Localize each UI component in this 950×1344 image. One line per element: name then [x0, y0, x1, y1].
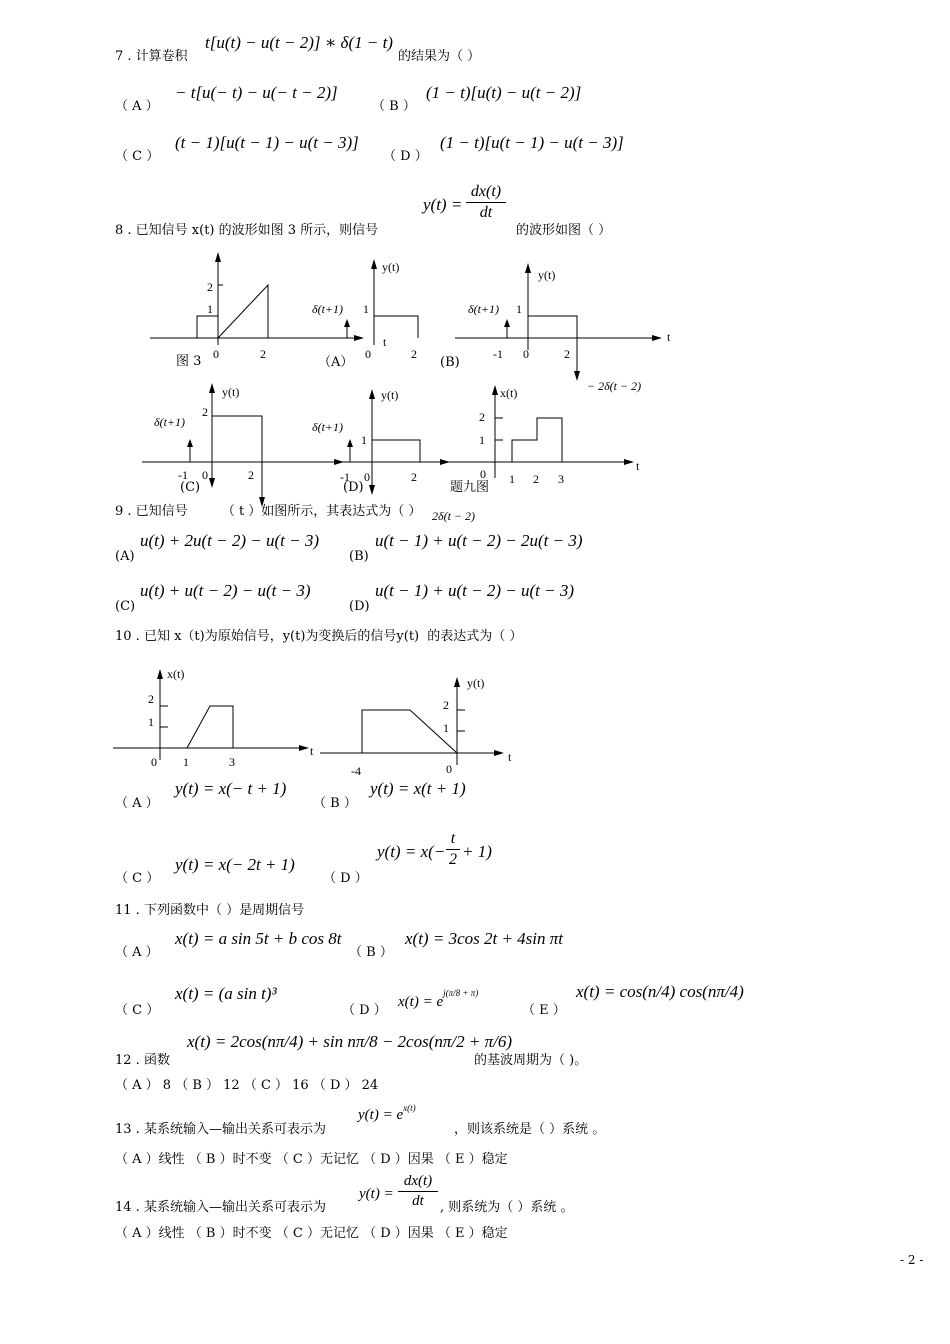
q11-d-sup: j(π/8 + π) — [443, 988, 479, 998]
q12-suffix: 的基波周期为（ )。 — [474, 1053, 588, 1068]
fig9-label: 题九图 — [450, 480, 490, 495]
q7-expression: t[u(t) − u(t − 2)] ∗ δ(1 − t) — [205, 33, 393, 52]
plot-a-tick-2: 2 — [411, 347, 417, 361]
q13-options: （ A ）线性 （ B ）时不变 （ C ）无记忆 （ D ）因果 （ E ）稳定 — [115, 1152, 508, 1167]
q11-option-a: x(t) = a sin 5t + b cos 8t — [175, 929, 342, 948]
plot-d-ylabel: y(t) — [381, 388, 399, 402]
q9-option-a: u(t) + 2u(t − 2) − u(t − 3) — [140, 531, 320, 550]
q10-option-b-label: （ B ） — [313, 796, 357, 811]
plot-b-tick-m1: -1 — [493, 347, 503, 361]
q10-yt: y(t) — [396, 629, 420, 644]
q9-mid: （ t ）如图所示，其表达式为（ ） — [221, 504, 422, 519]
q13-prompt: 13 . 某系统输入—输出关系可表示为 — [115, 1122, 326, 1137]
plot-b-delta: δ(t+1) — [468, 302, 500, 316]
plot-b-tick-0: 0 — [523, 347, 529, 361]
q11-option-e: x(t) = cos(n/4) cos(nπ/4) — [576, 982, 744, 1001]
q10-y-ylabel: y(t) — [467, 676, 485, 690]
q10-option-b: y(t) = x(t + 1) — [370, 779, 466, 798]
q10-option-c-label: （ C ） — [115, 871, 160, 886]
q11-d-base: x(t) = e — [398, 994, 444, 1010]
plot-c-label: (C) — [180, 480, 201, 495]
plot-a-tick-0: 0 — [365, 347, 371, 361]
q10-y-plot — [320, 677, 504, 765]
q14-fraction — [398, 1174, 438, 1209]
q10-option-d-rhs: + 1) — [462, 842, 492, 861]
q7-option-a-label: （ A ） — [115, 99, 159, 114]
q8-suffix: 的波形如图（ ） — [516, 223, 612, 238]
q14-numerator: dx(t) — [403, 1173, 433, 1189]
q11-option-c: x(t) = (a sin t)³ — [175, 984, 277, 1003]
fig9-ylabel: x(t) — [500, 386, 518, 400]
q10-option-a: y(t) = x(− t + 1) — [175, 779, 287, 798]
q10-x-tick-1x: 1 — [183, 755, 189, 769]
q7-option-d: (1 − t)[u(t − 1) − u(t − 3)] — [440, 133, 624, 152]
q12-options: （ A ） 8 （ B ） 12 （ C ） 16 （ D ） 24 — [115, 1078, 379, 1093]
q14-prompt: 14 . 某系统输入—输出关系可表示为 — [115, 1200, 326, 1215]
q13-expression — [358, 1104, 416, 1123]
q10-x-tick-1: 1 — [148, 715, 154, 729]
q10-prefix: 10 . 已知 x（t)为原始信号，y(t)为变换后的信号 — [115, 629, 397, 644]
q9-option-c: u(t) + u(t − 2) − u(t − 3) — [140, 581, 311, 600]
q10-option-a-label: （ A ） — [115, 796, 159, 811]
plot-c-ylabel: y(t) — [222, 385, 240, 399]
plot-d-delta-2: 2δ(t − 2) — [432, 509, 476, 523]
q8-denominator: dt — [479, 204, 493, 221]
fig9-t: t — [636, 459, 640, 473]
q10-option-d-frac — [446, 831, 460, 868]
q14-expr-lhs: y(t) = — [359, 1186, 394, 1202]
q10-d-num: t — [450, 830, 456, 847]
q7-option-c-label: （ C ） — [115, 149, 160, 164]
plot-a-delta: δ(t+1) — [312, 302, 344, 316]
q14-options: （ A ）线性 （ B ）时不变 （ C ）无记忆 （ D ）因果 （ E ）稳定 — [115, 1226, 508, 1241]
q8-numerator: dx(t) — [470, 183, 502, 200]
q9-prefix: 9 . 已知信号 — [115, 504, 188, 519]
q11-option-b: x(t) = 3cos 2t + 4sin πt — [405, 929, 563, 948]
plot-b-tick-1: 1 — [516, 302, 522, 316]
q7-option-a: − t[u(− t) − u(− t − 2)] — [175, 83, 338, 102]
q7-prompt: 7 . 计算卷积 — [115, 49, 188, 64]
plot-d-label: (D) — [343, 480, 364, 495]
plot-c-tick-2: 2 — [202, 405, 208, 419]
plot-b-delta-neg: − 2δ(t − 2) — [587, 379, 642, 393]
q13-suffix: ，则该系统是（ ）系统 。 — [454, 1122, 606, 1137]
q10-y-tick-0: 0 — [446, 762, 452, 776]
q8-expr-lhs: y(t) = — [423, 195, 463, 214]
plot-a-t: t — [383, 335, 387, 349]
page-number: - 2 - — [900, 1253, 924, 1267]
fig3-tick-1: 1 — [207, 302, 213, 316]
plot-b-tick-2: 2 — [564, 347, 570, 361]
q11-option-a-label: （ A ） — [115, 945, 159, 960]
q11-option-d-label: （ D ） — [342, 1003, 387, 1018]
q10-y-tick-2: 2 — [443, 698, 449, 712]
q10-suffix: 的表达式为（ ） — [427, 629, 523, 644]
fig9-tick-3x: 3 — [558, 472, 564, 486]
plot-d-delta: δ(t+1) — [312, 420, 344, 434]
q11-prompt: 11 . 下列函数中（ ）是周期信号 — [115, 903, 305, 918]
fig9-tick-2: 2 — [479, 410, 485, 424]
q7-suffix: 的结果为（ ） — [398, 49, 481, 64]
q13-base: y(t) = e — [358, 1107, 404, 1123]
q11-option-b-label: （ B ） — [349, 945, 393, 960]
q9-option-b: u(t − 1) + u(t − 2) − 2u(t − 3) — [375, 531, 583, 550]
q11-option-c-label: （ C ） — [115, 1003, 160, 1018]
fig9-tick-0: 0 — [480, 467, 486, 481]
q10-y-tick-1: 1 — [443, 721, 449, 735]
q8-prompt: 8 . 已知信号 x(t) 的波形如图 3 所示，则信号 — [115, 223, 379, 238]
q9-option-a-label: (A) — [115, 549, 135, 564]
q10-x-ylabel: x(t) — [167, 667, 185, 681]
q10-x-tick-0: 0 — [151, 755, 157, 769]
q10-option-d-label: （ D ） — [323, 871, 368, 886]
plot-b-label: (B) — [440, 355, 460, 370]
plot-b-t: t — [667, 330, 671, 344]
q7-option-c: (t − 1)[u(t − 1) − u(t − 3)] — [175, 133, 359, 152]
fig9-tick-1x: 1 — [509, 472, 515, 486]
plot-d-tick-2: 2 — [411, 470, 417, 484]
plot-c-tick-m1: -1 — [178, 468, 188, 482]
plot-a-label: （A） — [318, 355, 354, 370]
q10-y-t: t — [508, 750, 512, 764]
q13-sup: x(t) — [403, 1103, 416, 1113]
plot-d-tick-m1: -1 — [340, 470, 350, 484]
plot-c-delta: δ(t+1) — [154, 415, 186, 429]
plot-c-tick-2x: 2 — [248, 468, 254, 482]
q12-expression: x(t) = 2cos(nπ/4) + sin nπ/8 − 2cos(nπ/2 + π/6) — [187, 1032, 512, 1051]
q12-prompt: 12 . 函数 — [115, 1053, 170, 1068]
fig3-tick-0: 0 — [213, 347, 219, 361]
fig9-tick-1: 1 — [479, 433, 485, 447]
plot-d-tick-0: 0 — [364, 470, 370, 484]
q10-x-tick-3x: 3 — [229, 755, 235, 769]
q9-option-d-label: (D) — [349, 599, 370, 614]
fig9-tick-2x: 2 — [533, 472, 539, 486]
q10-x-plot — [113, 669, 309, 760]
q10-x-t: t — [310, 744, 314, 758]
q11-option-e-label: （ E ） — [522, 1003, 566, 1018]
fig3-tick-2x: 2 — [260, 347, 266, 361]
q11-option-d — [398, 989, 478, 1010]
plot-d-tick-1: 1 — [361, 433, 367, 447]
q9-option-d: u(t − 1) + u(t − 2) − u(t − 3) — [375, 581, 574, 600]
q7-option-d-label: （ D ） — [383, 149, 428, 164]
q10-option-d-lhs: y(t) = x(− — [377, 842, 446, 861]
plot-c-tick-0: 0 — [202, 468, 208, 482]
fig3-tick-2: 2 — [207, 280, 213, 294]
q10-y-tick-m4: -4 — [351, 764, 361, 778]
plot-b-ylabel: y(t) — [538, 268, 556, 282]
q14-denominator: dt — [412, 1193, 424, 1209]
q10-option-c: y(t) = x(− 2t + 1) — [175, 855, 295, 874]
q9-option-c-label: (C) — [115, 599, 136, 614]
q9-option-b-label: (B) — [349, 549, 369, 564]
q7-option-b-label: （ B ） — [372, 99, 416, 114]
q7-option-b: (1 − t)[u(t) − u(t − 2)] — [426, 83, 582, 102]
plot-a-ylabel: y(t) — [382, 260, 400, 274]
q10-d-den: 2 — [449, 851, 457, 868]
q10-x-tick-2: 2 — [148, 692, 154, 706]
q14-suffix: , 则系统为（ ）系统 。 — [440, 1200, 574, 1215]
fig3-label: 图 3 — [176, 354, 202, 369]
plot-a-tick-1: 1 — [363, 302, 369, 316]
